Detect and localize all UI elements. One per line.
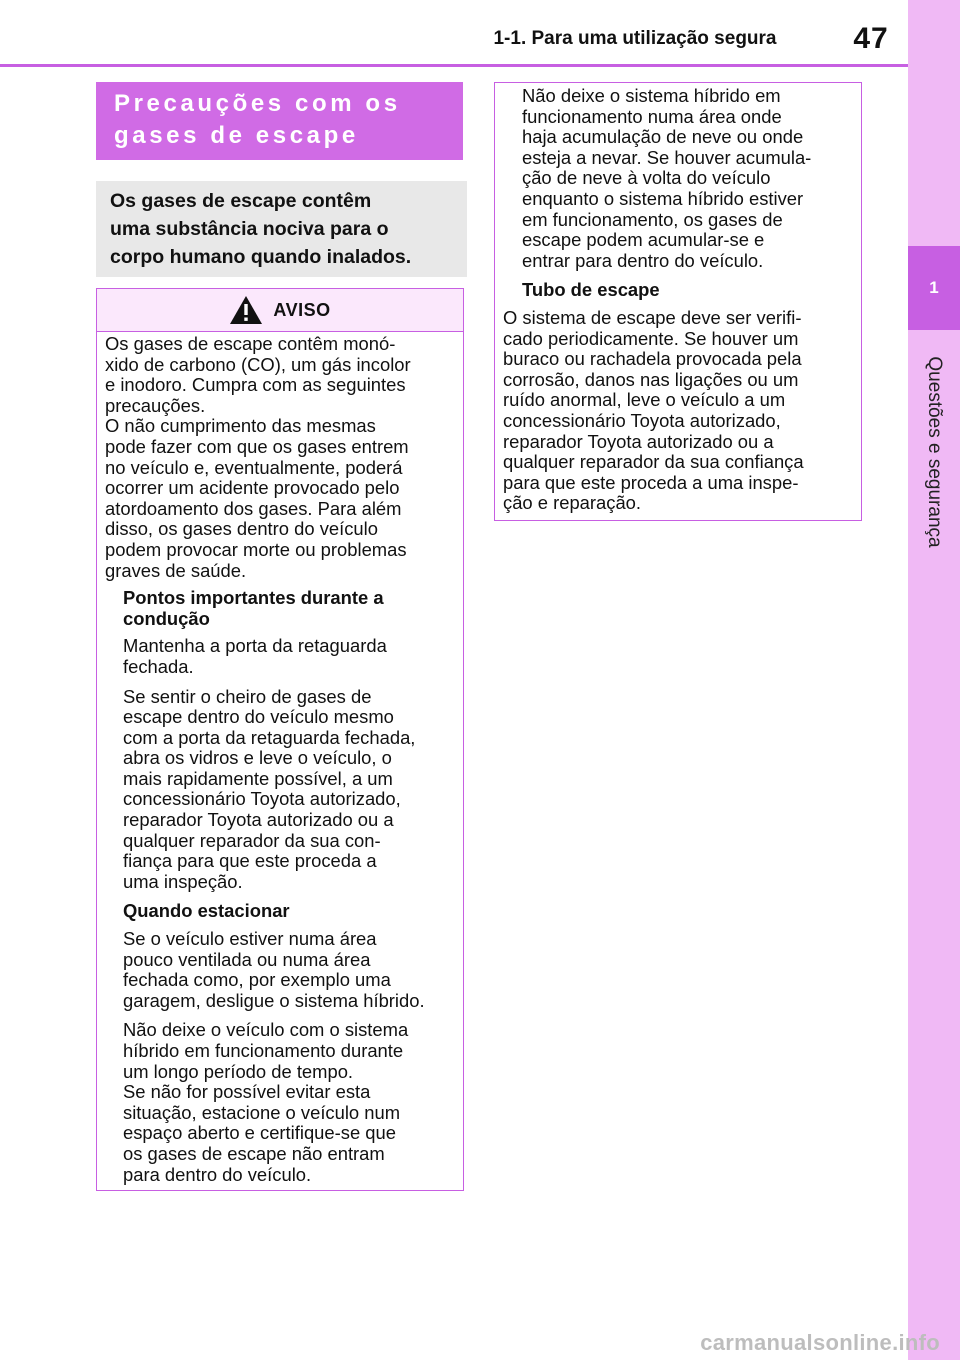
parking-item-line: garagem, desligue o sistema híbrido. [123,989,425,1011]
section-title-banner [96,82,463,160]
driving-item-line: Se sentir o cheiro de gases de [123,685,372,707]
exhaust-line: reparador Toyota autorizado ou a [503,430,774,452]
chapter-side-tab [908,0,960,1360]
snow-line: escape podem acumular-se e [522,229,765,251]
driving-item-line: fechada. [123,655,194,677]
running-header: 1-1. Para uma utilização segura [493,28,777,49]
snow-paragraph [503,86,853,271]
section-title-line: Precauções com os [114,90,401,117]
driving-heading-line: Pontos importantes durante a [123,587,384,609]
driving-item-line: mais rapidamente possível, a um [123,767,393,789]
exhaust-line: cado periodicamente. Se houver um [503,327,799,349]
warning-intro-line: pode fazer com que os gases entrem [105,435,409,457]
parking-item-line: para dentro do veículo. [123,1163,312,1185]
parking-item-line: Não deixe o veículo com o sistema [123,1019,409,1041]
parking-item-line: espaço aberto e certifique-se que [123,1122,396,1144]
summary-line: Os gases de escape contêm [110,190,372,212]
warning-intro-line: graves de saúde. [105,559,247,581]
exhaust-line: corrosão, danos nas ligações ou um [503,368,799,390]
warning-body [97,332,463,1185]
snow-line: entrar para dentro do veículo. [522,249,764,271]
snow-line: esteja a nevar. Se houver acumula- [522,146,812,168]
driving-item-line: fiança para que este proceda a [123,850,377,872]
warning-title: AVISO [273,299,331,320]
exhaust-paragraph [503,308,853,514]
warning-intro-line: podem provocar morte ou problemas [105,538,407,560]
driving-item-line: com a porta da retaguarda fechada, [123,726,416,748]
driving-item-line: escape dentro do veículo mesmo [123,706,394,728]
exhaust-heading-wrap [503,280,853,301]
parking-item-line: situação, estacione o veículo num [123,1101,401,1123]
driving-item-line: qualquer reparador da sua con- [123,829,381,851]
parking-heading: Quando estacionar [123,900,290,922]
section-title-line: gases de escape [114,122,359,149]
warning-intro-line: precauções. [105,394,206,416]
warning-intro-line: Os gases de escape contêm monó- [105,333,396,354]
snow-line: em funcionamento, os gases de [522,208,783,230]
parking-item-line: os gases de escape não entram [123,1142,385,1164]
warning-triangle-icon [229,295,263,325]
parking-item-line: Se o veículo estiver numa área [123,928,377,950]
driving-subsection [105,588,455,892]
driving-item-line: uma inspeção. [123,870,243,892]
warning-continuation-box [494,82,862,521]
parking-item-line: um longo período de tempo. [123,1060,354,1082]
summary-line: corpo humano quando inalados. [110,246,412,268]
warning-intro-line: ocorrer um acidente provocado pelo [105,477,400,499]
parking-item-line: híbrido em funcionamento durante [123,1040,404,1061]
exhaust-line: buraco ou rachadela provocada pela [503,348,802,370]
exhaust-line: para que este proceda a uma inspe- [503,471,799,493]
warning-intro-line: no veículo e, eventualmente, poderá [105,456,403,478]
driving-item-2 [123,687,455,893]
snow-line: ção de neve à volta do veículo [522,167,771,189]
parking-item-line: fechada como, por exemplo uma [123,969,391,991]
parking-item-line: Se não for possível evitar esta [123,1081,371,1103]
page-number: 47 [853,22,889,55]
chapter-title: Questões e segurança [924,356,945,548]
summary-line: uma substância nociva para o [110,218,389,240]
driving-item-1 [123,636,455,677]
warning-intro-line: disso, os gases dentro do veículo [105,518,378,540]
chapter-number-badge [908,246,960,330]
header-divider [0,64,908,67]
exhaust-line: O sistema de escape deve ser verifi- [503,306,802,328]
snow-line: haja acumulação de neve ou onde [522,126,804,148]
driving-item-line: abra os vidros e leve o veículo, o [123,747,392,769]
parking-item-2 [123,1020,455,1185]
parking-item-1 [123,929,455,1011]
driving-item-line: reparador Toyota autorizado ou a [123,809,394,831]
exhaust-line: concessionário Toyota autorizado, [503,409,781,431]
warning-intro-line: xido de carbono (CO), um gás incolor [105,353,411,375]
driving-item-line: Mantenha a porta da retaguarda [123,635,387,657]
parking-item-line: pouco ventilada ou numa área [123,948,371,970]
driving-item-line: concessionário Toyota autorizado, [123,788,401,810]
exhaust-line: qualquer reparador da sua confiança [503,451,804,473]
driving-heading-line: condução [123,607,210,629]
exhaust-line: ruído anormal, leve o veículo a um [503,389,786,411]
chapter-number: 1 [929,278,939,297]
warning-intro-line: e inodoro. Cumpra com as seguintes [105,374,406,396]
warning-box [96,288,464,1191]
exhaust-line: ção e reparação. [503,492,642,514]
snow-line: funcionamento numa área onde [522,105,782,127]
warning-intro-line: O não cumprimento das mesmas [105,415,376,437]
warning-intro-line: atordoamento dos gases. Para além [105,497,402,519]
section-summary-box [96,181,467,277]
site-watermark: carmanualsonline.info [700,1330,940,1355]
snow-line: enquanto o sistema híbrido estiver [522,187,804,209]
warning-header [97,289,463,332]
snow-line: Não deixe o sistema híbrido em [522,85,781,106]
parking-subsection [105,901,455,1185]
exhaust-pipe-heading: Tubo de escape [522,279,660,301]
